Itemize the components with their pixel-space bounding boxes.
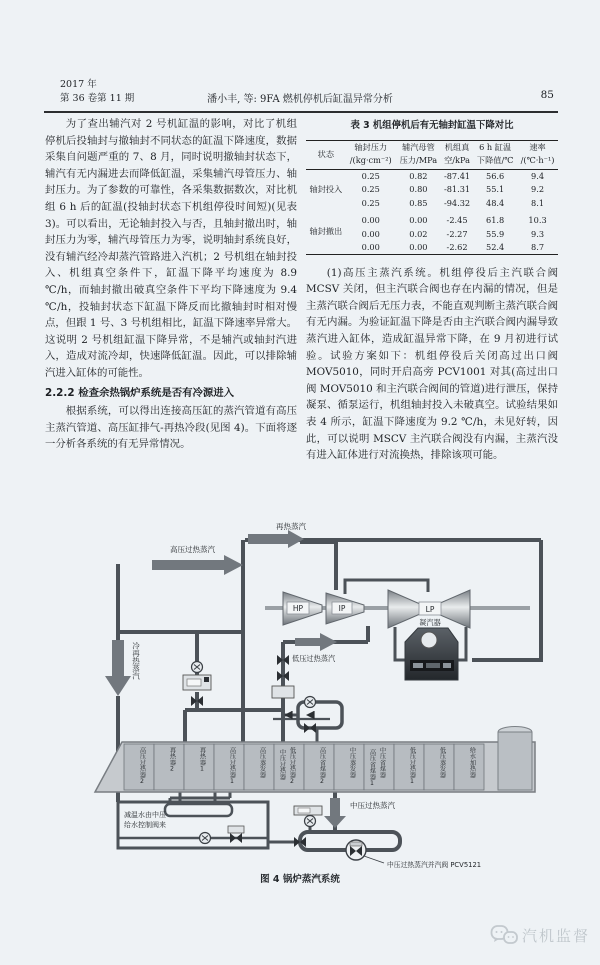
figure4-boiler-steam-system (0, 520, 600, 895)
cell: 0.25 (361, 184, 380, 195)
condenser-label: 凝汽器 (419, 618, 441, 627)
table3-header-temp-drop: 6 h 缸温 (479, 142, 512, 153)
table3-header-vacuum-unit: 空/kPa (441, 154, 473, 169)
cell: 9.4 (531, 171, 545, 182)
cell: 0.00 (409, 215, 428, 226)
cell: -2.62 (446, 241, 468, 252)
hrsg-sections (124, 744, 484, 790)
section-heading-2-2-2: 2.2.2 检查余热锅炉系统是否有冷源进入 (45, 386, 235, 399)
label-attemperator-1: 减温水由中压 (124, 811, 166, 819)
hrsg-label: 中压省煤器 (378, 747, 386, 778)
hrsg-label: 再热器1 (198, 747, 206, 773)
hrsg-label: 高压省煤器2 (318, 747, 326, 785)
wechat-icon (490, 924, 518, 946)
hp-turbine-label: HP (292, 604, 304, 613)
cell: -81.31 (443, 184, 471, 195)
instrument-valve-icon (192, 662, 203, 673)
cell: -2.27 (446, 228, 468, 239)
table3-header-seal-pressure: 轴封压力 (354, 142, 388, 153)
hrsg-label: 中压过热器 (278, 749, 286, 780)
table3-group-seal-out: 轴封撤出 (309, 226, 343, 237)
label-cold-reheat: 冷再热蒸汽 (131, 642, 141, 680)
label-reheat-steam: 再热蒸汽 (276, 522, 306, 531)
label-ip-superheated: 中压过热蒸汽 (350, 801, 395, 810)
cell: -87.41 (443, 171, 471, 182)
cell: 56.6 (486, 171, 505, 182)
cell: 8.1 (531, 197, 545, 208)
table3-header-seal-pressure-unit: /(kg·cm⁻²) (346, 154, 396, 169)
hrsg-label: 高压过热器1 (228, 747, 236, 785)
cell: 0.00 (361, 228, 380, 239)
header-rule (44, 111, 558, 113)
paragraph-hp-main-steam: (1)高压主蒸汽系统。机组停役后主汽联合阀 MCSV 关闭，但主汽联合阀也存在内漏的情况，但是主蒸汽联合阀后无压力表，不能直观判断主蒸汽联合阀有无内漏。为验证缸温下降是否由主汽联合阀内漏导致蒸汽进入缸体，造成缸温异常下降，在 9 月初进行试验。试验方案如下：机组停役后关闭高过出口阀 MOV5010，同时开启高旁 PCV1001 对其(高过出口阀 MOV5010 和主汽联合阀间的管道)进行泄压，保持凝泵、循泵运行，机组轴封投入未破真空。试验结果如表 4 所示，缸温下降速度为 9.2 ℃/h，未见好转，因此，可以说明 MSCV 主汽联合阀没有内漏，主蒸汽没有进入缸体进行对流换热，排除该项可能。 (306, 266, 558, 462)
turbine-train (265, 590, 530, 628)
table3-header-status: 状态 (306, 140, 346, 169)
cell: 55.9 (486, 228, 505, 239)
cell: -2.45 (446, 215, 468, 226)
hrsg-label: 低压过热器1 (408, 747, 416, 785)
ip-turbine-label: IP (338, 604, 346, 613)
table3-header-aux-header-unit: 压力/MPa (396, 154, 441, 169)
table3-header-temp-drop-unit: 下降值/℃ (473, 154, 517, 169)
bowtie-valve-icon (304, 723, 316, 733)
lp-superheated-arrow (295, 633, 337, 651)
hrsg-label: 高压过热器2 (138, 747, 146, 785)
hrsg-label: 高压蒸发器 (258, 747, 266, 778)
cell: 9.3 (531, 228, 545, 239)
hrsg-label: 再热器2 (168, 747, 176, 773)
cell: 52.4 (486, 241, 505, 252)
instrument-valve-icon (305, 697, 316, 708)
label-pcv5121: 中压过热蒸汽并汽阀 PCV5121 (387, 861, 482, 869)
lp-turbine-label: LP (425, 605, 435, 614)
table-row (306, 169, 558, 183)
label-lp-superheated: 低压过热蒸汽 (292, 654, 336, 663)
hrsg-boiler (95, 727, 535, 793)
cell: 0.25 (361, 197, 380, 208)
cell: 0.00 (361, 215, 380, 226)
cell: -94.32 (443, 197, 471, 208)
cell: 0.00 (361, 241, 380, 252)
table3-caption: 表 3 机组停机后有无轴封缸温下降对比 (350, 120, 514, 131)
cell: 0.02 (409, 228, 428, 239)
cell: 0.00 (409, 241, 428, 252)
header-page-number: 85 (540, 89, 554, 101)
cell: 9.2 (531, 184, 545, 195)
hrsg-label: 低压过热器2 (288, 747, 296, 785)
label-hp-superheated: 高压过热蒸汽 (170, 545, 215, 554)
hrsg-label: 给水加热器 (468, 747, 476, 778)
paragraph-aux-steam-analysis: 为了查出辅汽对 2 号机缸温的影响，对比了机组停机后投轴封与撤轴封不同状态的缸温下降速度，数据采集自问题严重的 7、8 月，同时说明撤轴封状态下，辅汽有无内漏进去而降低缸温，采集辅汽母管压力、轴封压力。为了参数的可靠性，各采集数据数次，对比机组 6 h 后的缸温(投轴封状态下机组停役时间短)(见表 3)。可以看出，无论轴封投入与否，且轴封撤出时，轴封压力为零，辅汽母管压力为零，说明轴封系统良好，没有辅汽经冷却蒸汽管路进入汽机；2 号机组在轴封投入、机组真空条件下，缸温下降平均速度为 8.9 ℃/h，而轴封撤出破真空条件下平均下降速度为 9.4 ℃/h，投轴封状态下缸温下降反而比撤轴封时相对慢点，但跟 1 号、3 号机组相比，缸温下降速率异常大。这说明 2 号机组缸温下降异常，不是辅汽或轴封汽进入，造成对流冷却，快速降低缸温。因此，可以排除辅汽进入缸体的可能性。 (45, 118, 297, 379)
cold-reheat-down-arrow (105, 640, 131, 696)
ip-superheated-down-arrow (324, 798, 346, 828)
hrsg-label: 低压蒸发器 (438, 747, 446, 778)
label-attemperator-2: 给水控制阀来 (124, 821, 166, 829)
header-year: 2017 年 (60, 79, 97, 90)
instrument-valve-icon (200, 833, 211, 844)
table3-header-rate-unit: /(℃·h⁻¹) (517, 154, 558, 169)
cell: 8.7 (531, 241, 545, 252)
table-row (306, 209, 558, 227)
figure-caption: 图 4 锅炉蒸汽系统 (260, 874, 340, 885)
stack (498, 732, 532, 790)
hrsg-label: 高压省煤器1 (368, 749, 376, 787)
cell: 61.8 (486, 215, 505, 226)
table3-header-rate: 速率 (529, 142, 546, 153)
watermark-text: 汽机监督 (522, 926, 591, 945)
steam-pipes (118, 540, 541, 842)
hrsg-label: 中压蒸发器 (348, 747, 356, 778)
cell: 48.4 (486, 197, 505, 208)
table3 (306, 140, 558, 255)
bowtie-valve-icon (230, 833, 242, 843)
lp-bypass-loop (298, 697, 342, 734)
paragraph-hrsg-intro: 根据系统，可以得出连接高压缸的蒸汽管道有高压主蒸汽管道、高压缸排气-再热冷段(见图 4)。下面将逐一分析各系统的有无异常情况。 (45, 405, 297, 451)
cell: 10.3 (528, 215, 547, 226)
left-column (45, 116, 297, 453)
table3-header-vacuum: 机组真 (444, 142, 470, 153)
right-column (306, 118, 558, 464)
cell: 0.82 (409, 171, 428, 182)
header-running-title: 潘小丰, 等: 9FA 燃机停机后缸温异常分析 (207, 94, 393, 105)
hp-superheated-arrow (152, 555, 243, 575)
cell: 0.85 (409, 197, 428, 208)
instrument-valve-icon (305, 816, 316, 827)
ip-merge-loop (294, 806, 400, 863)
cell: 55.1 (486, 184, 505, 195)
watermark (490, 924, 590, 946)
condenser (405, 618, 458, 680)
header-volume-issue: 第 36 卷第 11 期 (60, 93, 135, 104)
cell: 0.80 (409, 184, 428, 195)
table3-header-aux-header: 辅汽母管 (402, 142, 435, 153)
cell: 0.25 (361, 171, 380, 182)
table3-group-seal-in: 轴封投入 (309, 184, 343, 195)
reheat-steam-arrow (248, 530, 304, 548)
